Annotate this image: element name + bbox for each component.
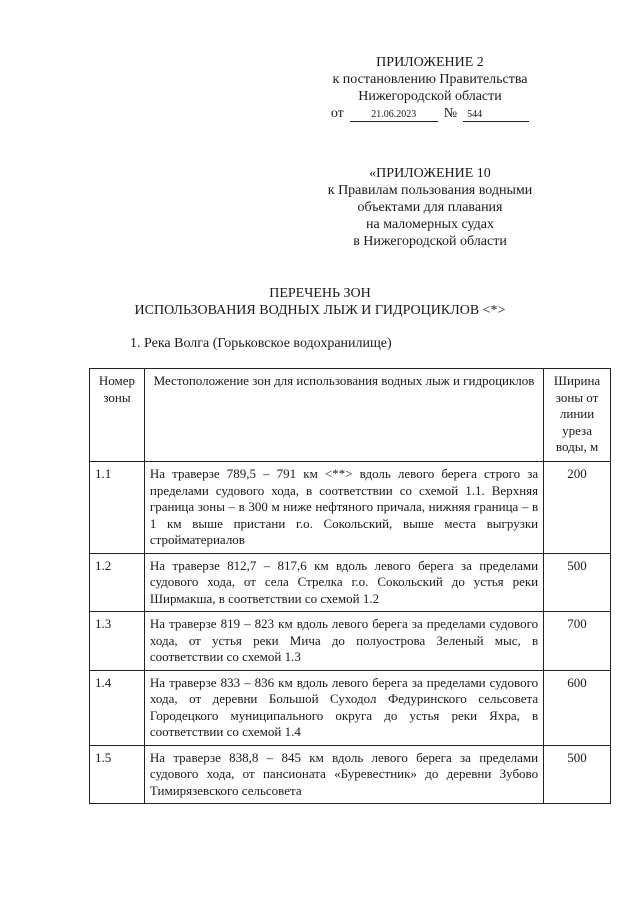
appendix-2-header: [300, 54, 560, 122]
table-row: [90, 612, 611, 671]
appendix-2-reference: [300, 105, 560, 122]
from-label: от: [330, 106, 344, 121]
zone-number: 1.2: [90, 553, 145, 612]
appendix-10-line3: на маломерных судах: [366, 217, 494, 232]
table-row: [90, 553, 611, 612]
appendix-2-title: ПРИЛОЖЕНИЕ 2: [376, 55, 484, 70]
header-width: Ширина зоны от линии уреза воды, м: [544, 369, 611, 462]
appendix-10-header: [300, 165, 560, 250]
zone-number: 1.5: [90, 745, 145, 804]
zone-width: 700: [544, 612, 611, 671]
section-heading: 1. Река Волга (Горьковское водохранилище): [130, 336, 392, 351]
number-label: №: [443, 106, 458, 121]
zone-location: На траверзе 812,7 – 817,6 км вдоль левого берега за пределами судового хода, от села Стрелка г.о. Сокольский до устья реки Ширмакша, в соответствии со схемой 1.2: [144, 553, 543, 612]
table-row: [90, 745, 611, 804]
appendix-10-title: «ПРИЛОЖЕНИЕ 10: [369, 166, 491, 181]
table-row: [90, 670, 611, 745]
resolution-number: 544: [463, 109, 529, 122]
header-location: Местоположение зон для использования водных лыж и гидроциклов: [144, 369, 543, 462]
zone-number: 1.3: [90, 612, 145, 671]
zone-width: 600: [544, 670, 611, 745]
zone-number: 1.1: [90, 462, 145, 554]
appendix-10-line4: в Нижегородской области: [353, 234, 507, 249]
table-row: [90, 462, 611, 554]
document-title-line2: ИСПОЛЬЗОВАНИЯ ВОДНЫХ ЛЫЖ И ГИДРОЦИКЛОВ <*>: [134, 303, 506, 318]
appendix-10-line1: к Правилам пользования водными: [327, 183, 533, 198]
table-header-row: [90, 369, 611, 462]
zone-location: На траверзе 819 – 823 км вдоль левого берега за пределами судового хода, от устья реки Мича до полуострова Зеленый мыс, в соответствии со схемой 1.3: [144, 612, 543, 671]
zone-width: 500: [544, 745, 611, 804]
zone-number: 1.4: [90, 670, 145, 745]
document-title-line1: ПЕРЕЧЕНЬ ЗОН: [269, 286, 371, 301]
zone-location: На траверзе 789,5 – 791 км <**> вдоль левого берега строго за пределами судового хода, в соответствии со схемой 1.1. Верхняя граница зоны – в 300 м ниже нефтяного причала, нижняя граница – в 1 км выше пристани г.о. Сокольский, выше места выгрузки стройматериалов: [144, 462, 543, 554]
appendix-10-line2: объектами для плавания: [357, 200, 503, 215]
zone-location: На траверзе 838,8 – 845 км вдоль левого берега за пределами судового хода, от пансионата «Буревестник» до деревни Зубово Тимирязевского сельсовета: [144, 745, 543, 804]
zone-width: 200: [544, 462, 611, 554]
appendix-2-line2: Нижегородской области: [358, 89, 502, 104]
header-number: Номер зоны: [90, 369, 145, 462]
zones-table: [89, 368, 611, 804]
document-title: [0, 285, 640, 319]
appendix-2-line1: к постановлению Правительства: [332, 72, 528, 87]
zone-width: 500: [544, 553, 611, 612]
zone-location: На траверзе 833 – 836 км вдоль левого берега за пределами судового хода, от деревни Большой Суходол Федуринского сельсовета Городецкого муниципального округа до устья реки Яхра, в соответствии со схемой 1.4: [144, 670, 543, 745]
resolution-date: 21.06.2023: [350, 109, 438, 122]
